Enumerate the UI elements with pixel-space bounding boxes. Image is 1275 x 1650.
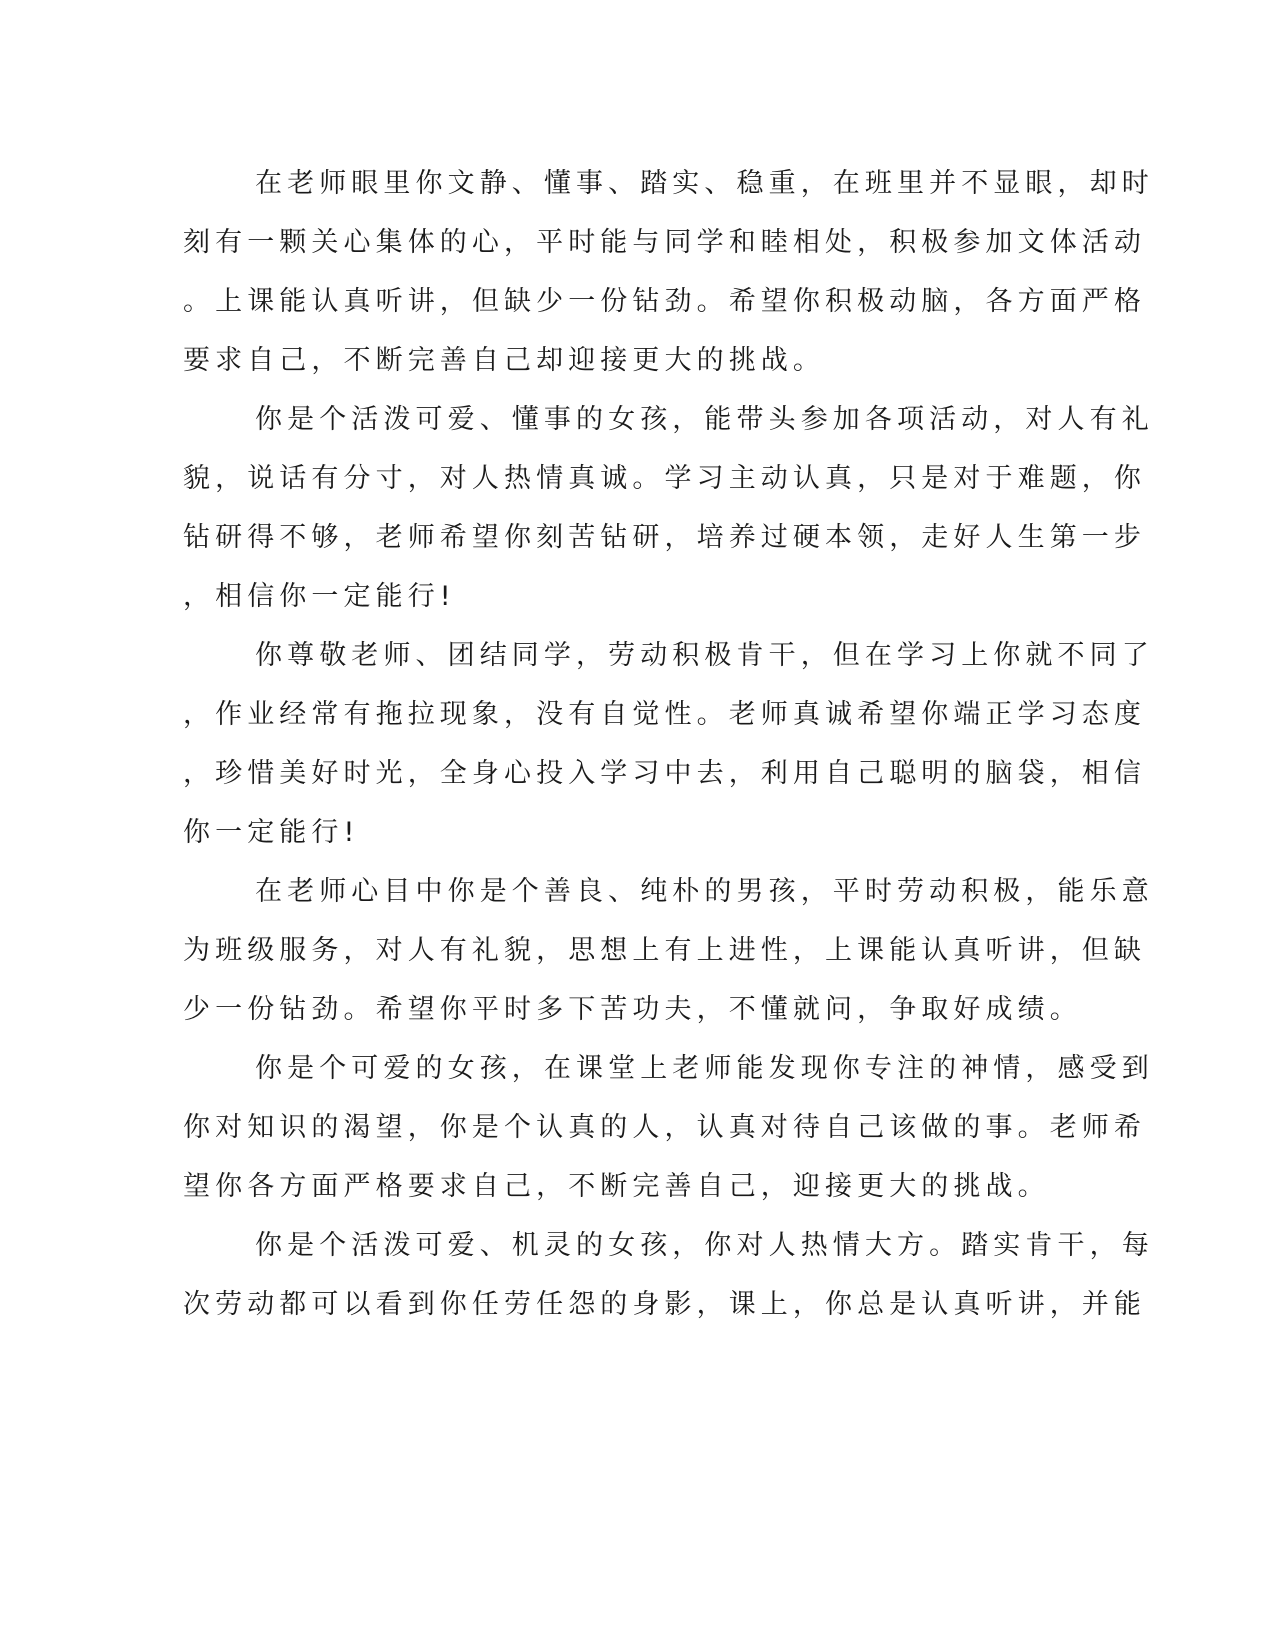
- paragraph-2-line-4: ，相信你一定能行!: [183, 581, 456, 612]
- paragraph-5-line-2: 你对知识的渴望，你是个认真的人，认真对待自己该做的事。老师希: [183, 1112, 1146, 1143]
- paragraph-1-line-3: 。上课能认真听讲，但缺少一份钻劲。希望你积极动脑，各方面严格: [183, 286, 1146, 317]
- paragraph-1-line-4: 要求自己，不断完善自己却迎接更大的挑战。: [183, 345, 825, 376]
- paragraph-3-line-2: ，作业经常有拖拉现象，没有自觉性。老师真诚希望你端正学习态度: [183, 699, 1146, 730]
- paragraph-4-line-2: 为班级服务，对人有礼貌，思想上有上进性，上课能认真听讲，但缺: [183, 935, 1146, 966]
- paragraph-5-line-1: 你是个可爱的女孩，在课堂上老师能发现你专注的神情，感受到: [255, 1053, 1154, 1084]
- paragraph-3-line-3: ，珍惜美好时光，全身心投入学习中去，利用自己聪明的脑袋，相信: [183, 758, 1146, 789]
- paragraph-6-line-1: 你是个活泼可爱、机灵的女孩，你对人热情大方。踏实肯干，每: [255, 1230, 1154, 1261]
- paragraph-4-line-1: 在老师心目中你是个善良、纯朴的男孩，平时劳动积极，能乐意: [255, 876, 1154, 907]
- paragraph-1-line-1: 在老师眼里你文静、懂事、踏实、稳重，在班里并不显眼，却时: [255, 168, 1154, 199]
- paragraph-3-line-1: 你尊敬老师、团结同学，劳动积极肯干，但在学习上你就不同了: [255, 640, 1154, 671]
- paragraph-4-line-3: 少一份钻劲。希望你平时多下苦功夫，不懂就问，争取好成绩。: [183, 994, 1082, 1025]
- paragraph-2-line-2: 貌，说话有分寸，对人热情真诚。学习主动认真，只是对于难题，你: [183, 463, 1146, 494]
- paragraph-6-line-2: 次劳动都可以看到你任劳任怨的身影，课上，你总是认真听讲，并能: [183, 1289, 1146, 1320]
- paragraph-2-line-1: 你是个活泼可爱、懂事的女孩，能带头参加各项活动，对人有礼: [255, 404, 1154, 435]
- paragraph-2-line-3: 钻研得不够，老师希望你刻苦钻研，培养过硬本领，走好人生第一步: [183, 522, 1146, 553]
- paragraph-5-line-3: 望你各方面严格要求自己，不断完善自己，迎接更大的挑战。: [183, 1171, 1050, 1202]
- paragraph-3-line-4: 你一定能行!: [183, 817, 360, 848]
- paragraph-1-line-2: 刻有一颗关心集体的心，平时能与同学和睦相处，积极参加文体活动: [183, 227, 1146, 258]
